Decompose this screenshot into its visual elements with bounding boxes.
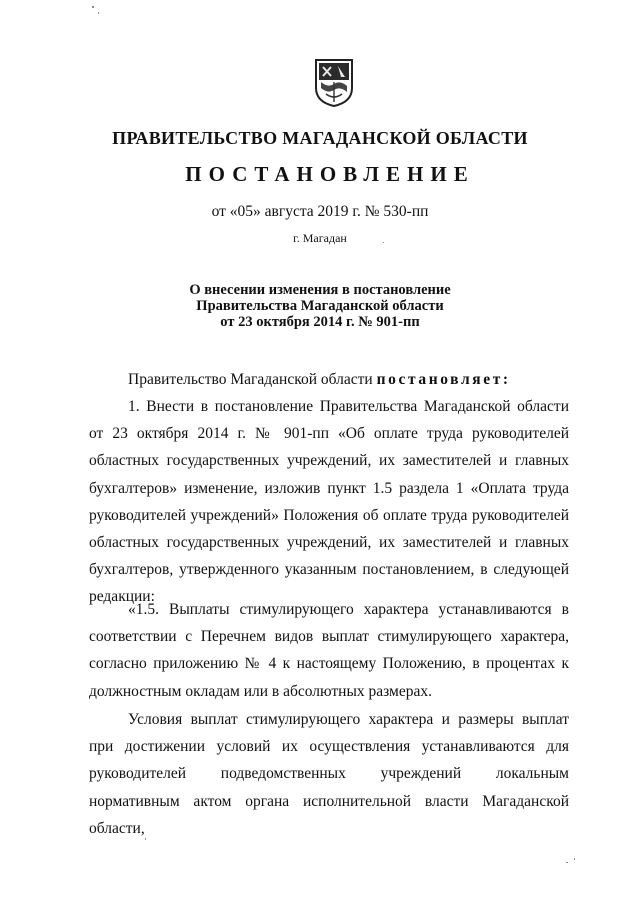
intro-verb: постановляет:	[376, 371, 511, 388]
document-date-number: от «05» августа 2019 г. № 530-пп	[211, 203, 429, 220]
paragraph-2: «1.5. Выплаты стимулирующего характера устанавливаются в соответствии с Перечнем видов выплат стимулирующего характера, согласно приложению № 4 к настоящему Положению, в процентах к должностным окладам или в абсолютных размерах.	[89, 601, 569, 700]
intro-text: Правительство Магаданской области	[128, 371, 377, 388]
document-city: г. Магадан	[293, 231, 347, 245]
subject-line-2: Правительства Магаданской области	[196, 298, 444, 314]
document-subject	[0, 282, 640, 330]
government-title: ПРАВИТЕЛЬСТВО МАГАДАНСКОЙ ОБЛАСТИ	[112, 128, 528, 148]
scan-speck	[98, 12, 99, 14]
scan-speck	[566, 862, 568, 863]
subject-line-1: О внесении изменения в постановление	[189, 282, 451, 298]
paragraph-1: 1. Внести в постановление Правительства Магаданской области от 23 октября 2014 г. № 901-пп «Об оплате труда руководителей областных государственных учреждений, их заместителей и главных бухгалтеров» изменение, изложив пункт 1.5 раздела 1 «Оплата труда руководителей учреждений» Положения об оплате труда руководителей областных государственных учреждений, их заместителей и главных бухгалтеров, утвержденного указанным постановлением, в следующей редакции:	[89, 398, 569, 606]
intro-line	[128, 366, 569, 393]
paragraph-3: Условия выплат стимулирующего характера и размеры выплат при достижении условий их осуществления устанавливаются для руководителей подведомственных учреждений локальным нормативным актом органа исполнительной власти Магаданской области,	[89, 711, 569, 837]
scan-speck	[145, 838, 146, 840]
coat-of-arms-emblem	[314, 58, 354, 108]
subject-line-3: от 23 октября 2014 г. № 901-пп	[220, 314, 420, 330]
scan-speck	[383, 242, 384, 243]
scan-speck	[92, 6, 94, 8]
document-type-title: ПОСТАНОВЛЕНИЕ	[185, 162, 475, 186]
scan-speck	[574, 858, 575, 860]
